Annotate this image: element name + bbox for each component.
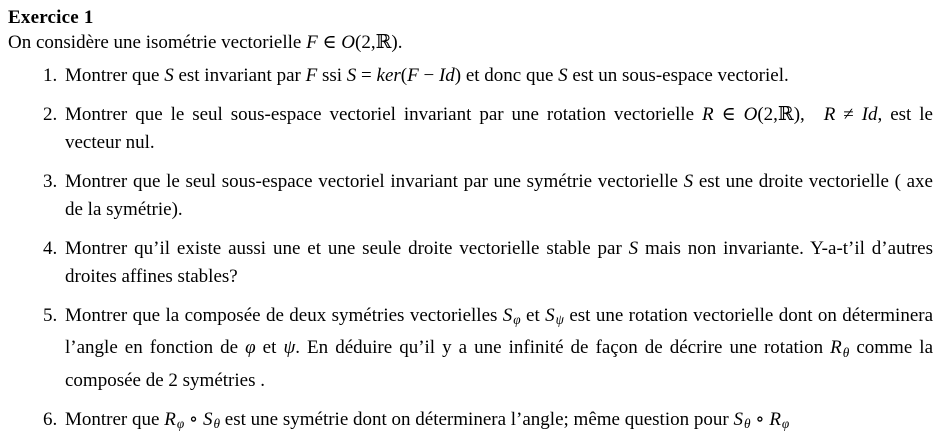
math-var: S (683, 171, 694, 192)
text-run: est une droite vectorielle ( axe de la symétrie). (65, 171, 933, 220)
text-run: est invariant par (173, 65, 306, 86)
math-subscript: φ (176, 415, 185, 431)
text-run: Montrer que (65, 408, 165, 430)
text-run: − (418, 65, 439, 86)
math-var: ker (376, 65, 401, 86)
text-run: Montrer que la composée de deux symétries vectorielles (65, 305, 503, 326)
item-number: 3. (43, 171, 58, 192)
math-var: S (164, 65, 174, 86)
item-text (65, 305, 933, 391)
math-var: ψ (283, 337, 296, 359)
math-var: S (346, 65, 357, 86)
math-var: Id (438, 65, 455, 86)
math-var: F (305, 65, 318, 86)
math-subscript: θ (743, 415, 751, 431)
item-number: 4. (43, 238, 58, 259)
text-run: et (255, 337, 284, 359)
math-subscript: θ (842, 344, 850, 360)
text-run: ∘ (750, 408, 770, 430)
exercise-item-1 (43, 62, 933, 90)
math-var: S (545, 305, 555, 326)
intro-paragraph (8, 30, 933, 56)
text-run: Montrer que le seul sous-espace vectoriel invariant par une symétrie vectorielle (65, 171, 684, 192)
item-text (65, 409, 789, 430)
math-var: F (407, 65, 419, 86)
text-run: = (356, 65, 377, 86)
exercise-item-6 (43, 406, 933, 438)
math-var: φ (245, 337, 256, 359)
text-run: (2,ℝ). (355, 32, 403, 53)
text-run: ssi (317, 65, 347, 86)
math-var: F (306, 32, 318, 53)
item-text (65, 104, 933, 153)
math-subscript: θ (213, 415, 221, 431)
item-number: 6. (43, 408, 58, 430)
text-run: comme la composée de 2 symétries . (65, 337, 934, 391)
text-run: ≠ (835, 104, 862, 125)
text-run: . En déduire qu’il y a une infinité de façon de décrire une rotation (295, 337, 831, 359)
item-text (65, 171, 933, 220)
exercise-list (8, 62, 933, 438)
exercise-item-3 (43, 168, 933, 224)
math-var: S (628, 238, 639, 259)
math-var: R (769, 408, 781, 430)
exercise-item-5 (43, 302, 934, 395)
exercise-title: Exercice 1 (8, 7, 94, 28)
exercise-item-2 (43, 101, 933, 157)
item-number: 1. (43, 65, 58, 86)
math-var: S (203, 408, 213, 430)
math-subscript: ψ (555, 312, 564, 328)
text-run: On considère une isométrie vectorielle (8, 32, 307, 53)
text-run: ∈ (713, 104, 744, 125)
text-run: ∈ (317, 32, 342, 53)
text-run: Montrer qu’il existe aussi une et une seule droite vectorielle stable par (65, 238, 629, 259)
math-var: R (702, 104, 714, 125)
math-var: R (823, 104, 836, 125)
math-var: R (830, 337, 842, 359)
math-subscript: φ (513, 312, 521, 328)
math-var: Id (861, 104, 878, 125)
math-var: S (733, 408, 743, 430)
text-run: est une symétrie dont on déterminera l’angle; même question pour (220, 408, 734, 430)
text-run: et (520, 305, 546, 326)
text-run: est un sous-espace vectoriel. (567, 65, 789, 86)
item-text (65, 238, 933, 287)
math-var: O (341, 32, 356, 53)
math-var: R (164, 408, 176, 430)
math-var: S (558, 65, 568, 86)
math-var: S (502, 305, 513, 326)
text-run: est une rotation vectorielle dont on déterminera l’angle en fonction de (65, 305, 934, 359)
math-subscript: φ (781, 415, 790, 431)
text-run: Montrer que (65, 65, 165, 86)
text-run: (2,ℝ), (757, 104, 824, 125)
text-run: ( (400, 65, 408, 86)
text-run: Montrer que le seul sous-espace vectoriel invariant par une rotation vectorielle (65, 104, 703, 125)
item-number: 2. (43, 104, 58, 125)
text-run: mais non invariante. Y-a-t’il d’autres droites affines stables? (65, 238, 934, 287)
item-number: 5. (43, 305, 58, 326)
text-run: ∘ (184, 408, 203, 430)
item-text (65, 65, 789, 86)
math-var: O (743, 104, 758, 125)
text-run: , est le vecteur nul. (65, 104, 933, 153)
text-run: ) et donc que (454, 65, 559, 86)
exercise-item-4 (43, 235, 934, 291)
